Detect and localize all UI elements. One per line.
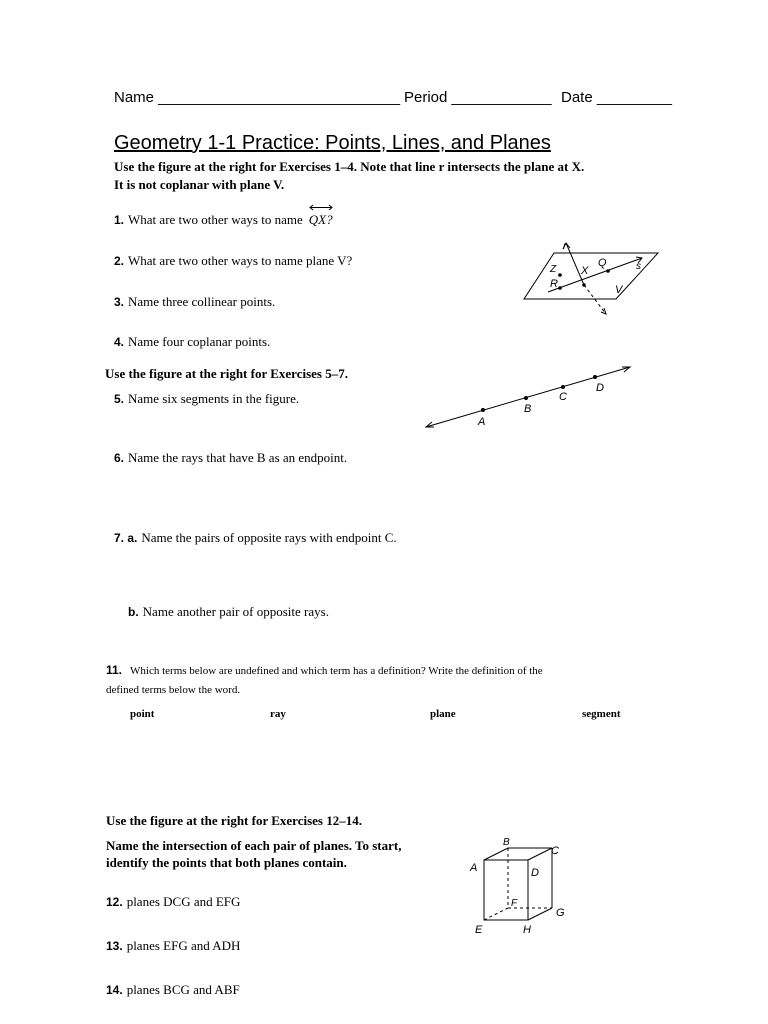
section1-instruction-line1: Use the figure at the right for Exercises 1–4. Note that line r intersects the plane at X.	[114, 159, 585, 174]
label-f: F	[511, 898, 518, 909]
question-text-line1: Which terms below are undefined and which term has a definition? Write the definition of the	[130, 665, 543, 677]
term-segment: segment	[582, 708, 621, 720]
line-ad	[426, 367, 630, 427]
point-r	[558, 286, 562, 290]
section1-instruction-line2: It is not coplanar with plane V.	[114, 177, 285, 192]
question-2	[114, 252, 352, 270]
edge-hg	[528, 908, 552, 920]
line-r	[566, 243, 584, 285]
point-d	[593, 375, 597, 379]
label-d: D	[531, 867, 539, 879]
term-plane: plane	[430, 708, 456, 720]
question-11-text-line2: defined terms below the word.	[106, 684, 241, 696]
question-text: What are two other ways to name	[128, 212, 303, 227]
question-1	[114, 211, 333, 229]
question-11	[106, 661, 543, 679]
question-13	[106, 937, 240, 955]
line-s	[548, 258, 642, 292]
label-c: C	[551, 845, 559, 857]
double-arrow-icon	[309, 203, 333, 212]
question-end: ?	[326, 212, 333, 227]
question-text: Name four coplanar points.	[128, 334, 271, 349]
point-b	[524, 396, 528, 400]
question-number: 5.	[114, 392, 125, 406]
question-14	[106, 981, 240, 999]
question-number: 6.	[114, 451, 125, 465]
question-number: 4.	[114, 335, 125, 349]
line-name: QX	[308, 212, 327, 227]
label-v: V	[615, 284, 623, 296]
label-a: A	[478, 416, 486, 428]
question-text: Name another pair of opposite rays.	[142, 604, 329, 619]
question-number: 2.	[114, 254, 125, 268]
question-6	[114, 449, 347, 467]
section3-subinstruction-line2: identify the points that both planes contain.	[106, 855, 347, 870]
question-number: 12.	[106, 895, 123, 909]
label-e: E	[475, 924, 483, 936]
section2-instruction: Use the figure at the right for Exercises 5–7.	[105, 366, 348, 381]
question-12	[106, 893, 240, 911]
period-field-label: Period ____________	[404, 89, 552, 106]
label-s: s	[636, 261, 641, 272]
section3-subinstruction-line1: Name the intersection of each pair of planes. To start,	[106, 838, 402, 853]
label-b: B	[503, 838, 510, 848]
question-text: Name the pairs of opposite rays with endpoint C.	[141, 530, 397, 545]
question-number: 1.	[114, 213, 125, 227]
point-x	[582, 283, 586, 287]
question-text: Name six segments in the figure.	[128, 391, 300, 406]
question-text: Name the rays that have B as an endpoint.	[128, 450, 348, 465]
label-g: G	[556, 907, 565, 919]
question-number: 11.	[106, 663, 123, 677]
question-text: planes EFG and ADH	[126, 938, 241, 953]
question-5	[114, 390, 299, 408]
question-4	[114, 333, 270, 351]
question-7b	[128, 603, 329, 621]
question-number: 3.	[114, 295, 125, 309]
question-7a	[114, 529, 397, 547]
prism-figure	[466, 838, 572, 938]
label-c: C	[559, 391, 567, 403]
line-abcd-figure	[420, 360, 636, 432]
prism-front-face	[484, 860, 528, 920]
name-field-label: Name _____________________________	[114, 89, 401, 106]
label-q: Q	[598, 257, 607, 269]
question-number: b.	[128, 605, 139, 619]
line-qx-notation	[309, 212, 326, 228]
question-number: 14.	[106, 983, 123, 997]
label-r-point: R	[550, 278, 558, 290]
question-number: 7. a.	[114, 531, 138, 545]
label-d: D	[596, 382, 604, 394]
edge-dc	[528, 848, 552, 860]
plane-v-figure	[518, 238, 666, 324]
edge-ab	[484, 848, 508, 860]
question-text: planes DCG and EFG	[126, 894, 241, 909]
label-x: X	[581, 265, 589, 277]
question-3	[114, 293, 275, 311]
point-a	[481, 408, 485, 412]
edge-ef-hidden	[484, 908, 508, 920]
date-field-label: Date _________	[561, 89, 672, 106]
label-h: H	[523, 924, 531, 936]
question-text: Name three collinear points.	[128, 294, 276, 309]
question-number: 13.	[106, 939, 123, 953]
label-b: B	[524, 403, 532, 415]
term-ray: ray	[270, 708, 286, 720]
point-q	[606, 269, 610, 273]
section3-instruction: Use the figure at the right for Exercises 12–14.	[106, 813, 362, 828]
term-point: point	[130, 708, 155, 720]
question-text: planes BCG and ABF	[126, 982, 240, 997]
label-r: r	[563, 241, 567, 252]
question-text: What are two other ways to name plane V?	[128, 253, 353, 268]
label-a: A	[470, 862, 478, 874]
point-c	[561, 385, 565, 389]
point-z	[558, 273, 562, 277]
label-z: Z	[550, 264, 557, 275]
page-title: Geometry 1-1 Practice: Points, Lines, and Planes	[114, 132, 551, 154]
